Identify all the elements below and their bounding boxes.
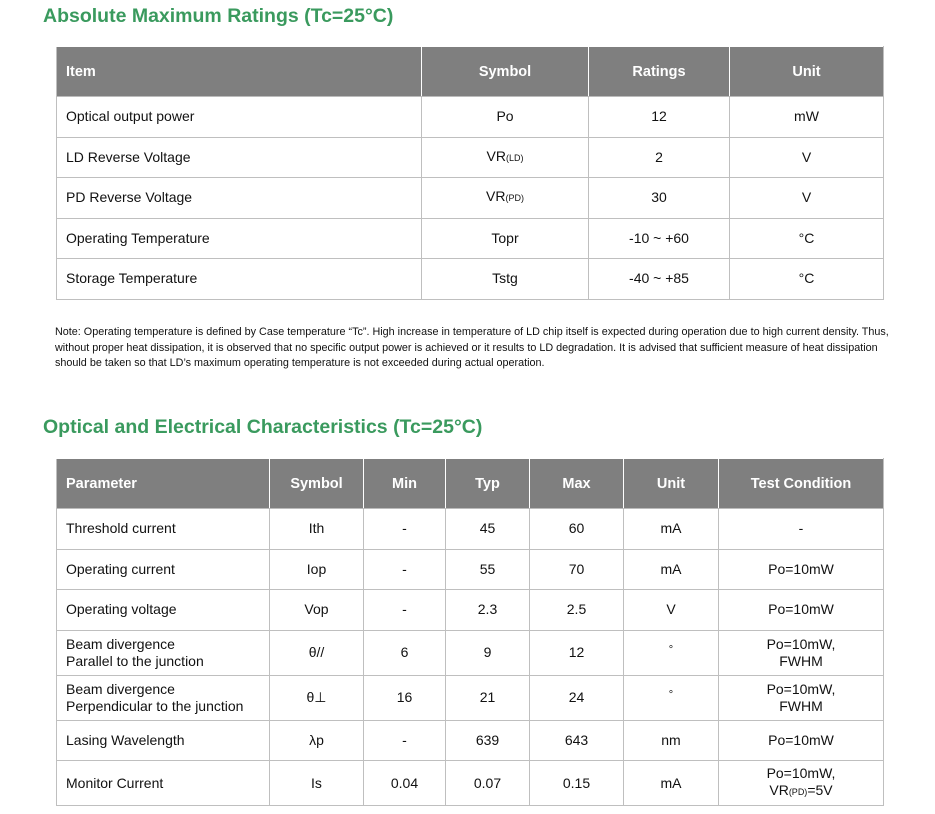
cell-unit: mW [730,97,884,138]
cell-test-condition [719,675,884,720]
cell-rating: -10 ~ +60 [589,218,730,259]
cell-symbol: Iop [270,549,364,590]
table-row [57,761,884,806]
parameter-line-1: Lasing Wavelength [66,731,185,748]
table-row [57,178,884,219]
unit-text: ° [668,689,674,701]
cell-symbol: Vop [270,590,364,631]
cell-symbol: θ// [270,630,364,675]
table-row [57,137,884,178]
cell-rating: 30 [589,178,730,219]
table-row [57,549,884,590]
cell-parameter [57,761,270,806]
cell-max: 60 [530,509,624,550]
condition-line-1: Po=10mW, [766,635,836,652]
cell-typ: 55 [446,549,530,590]
symbol-text: Topr [491,229,519,246]
header-unit: Unit [730,47,884,97]
cell-parameter [57,509,270,550]
cell-test-condition [719,509,884,550]
cell-min: - [364,590,446,631]
cell-max: 70 [530,549,624,590]
symbol-text: Tstg [492,270,518,287]
cell-unit: V [730,178,884,219]
note-text: Note: Operating temperature is defined by Case temperature “Tc”. High increase in temperature of LD chip itself is expected during operation due to high current density. Thus, without proper heat dissipation, it is observed that no specific output power is achieved or it results to LD degradation. It is advised that sufficient measure of heat dissipation should be taken so that LD’s maximum operating temperature is not exceeded during actual operation. [55,326,889,369]
condition-line-2: VR [769,782,789,798]
cell-typ: 2.3 [446,590,530,631]
cell-max: 643 [530,720,624,761]
cell-item: Optical output power [57,97,422,138]
condition-line-1: Po=10mW [768,601,834,618]
parameter-line-2: Parallel to the junction [66,652,204,669]
cell-unit: V [730,137,884,178]
table-row [57,218,884,259]
condition-line-2: FWHM [779,652,823,669]
cell-unit [624,509,719,550]
cell-test-condition [719,720,884,761]
absolute-max-ratings-table [56,46,884,300]
cell-min: - [364,549,446,590]
cell-min: 6 [364,630,446,675]
cell-unit [624,630,719,675]
header-test-condition: Test Condition [719,459,884,509]
unit-text: ° [668,644,674,656]
unit-text: mA [660,774,682,791]
condition-line-1: Po=10mW, [766,765,836,781]
table-row [57,97,884,138]
cell-max: 24 [530,675,624,720]
header-symbol: Symbol [422,47,589,97]
header-parameter: Parameter [57,459,270,509]
cell-typ: 21 [446,675,530,720]
symbol-text: VR [486,147,506,164]
header-ratings: Ratings [589,47,730,97]
cell-unit: °C [730,218,884,259]
symbol-subscript: (PD) [505,193,524,204]
cell-parameter [57,720,270,761]
table-header-row [57,459,884,509]
symbol-text: Po [496,108,514,125]
header-max: Max [530,459,624,509]
condition-subscript: (PD) [788,787,808,797]
cell-symbol: λp [270,720,364,761]
table-row [57,509,884,550]
parameter-line-1: Operating current [66,560,175,577]
parameter-line-1: Operating voltage [66,601,177,618]
unit-text: V [666,601,676,618]
table-row [57,675,884,720]
parameter-line-1: Monitor Current [66,774,164,791]
header-typ: Typ [446,459,530,509]
cell-item: PD Reverse Voltage [57,178,422,219]
condition-line-1: Po=10mW, [766,680,836,697]
condition-line-1: - [798,520,804,537]
cell-item: LD Reverse Voltage [57,137,422,178]
table-row [57,590,884,631]
condition-line-1: Po=10mW [768,560,834,577]
cell-unit [624,720,719,761]
cell-test-condition [719,590,884,631]
section-title-characteristics: Optical and Electrical Characteristics (Tc=25°C) [43,416,483,438]
cell-test-condition [719,630,884,675]
parameter-line-2: Perpendicular to the junction [66,697,244,714]
cell-symbol [422,218,589,259]
table-header-row [57,47,884,97]
table-row [57,630,884,675]
unit-text: mA [660,520,682,537]
symbol-text: VR [486,188,506,205]
cell-min: - [364,720,446,761]
cell-max: 12 [530,630,624,675]
cell-min: - [364,509,446,550]
cell-typ: 0.07 [446,761,530,806]
cell-typ: 9 [446,630,530,675]
parameter-line-1: Beam divergence [66,680,175,697]
characteristics-table [56,458,884,806]
table-row [57,259,884,300]
cell-rating: 2 [589,137,730,178]
cell-min: 16 [364,675,446,720]
condition-line-2: FWHM [779,697,823,714]
condition-line-1: Po=10mW [768,731,834,748]
cell-rating: 12 [589,97,730,138]
parameter-line-1: Beam divergence [66,635,175,652]
cell-symbol [422,259,589,300]
cell-unit [624,549,719,590]
symbol-subscript: (LD) [505,152,524,163]
unit-text: nm [661,731,681,748]
cell-parameter [57,590,270,631]
cell-parameter [57,675,270,720]
cell-unit [624,761,719,806]
cell-symbol [422,137,589,178]
section-title-absolute-max: Absolute Maximum Ratings (Tc=25°C) [43,5,394,27]
cell-parameter [57,549,270,590]
cell-parameter [57,630,270,675]
cell-unit: °C [730,259,884,300]
cell-test-condition [719,761,884,806]
cell-typ: 639 [446,720,530,761]
header-symbol: Symbol [270,459,364,509]
cell-max: 2.5 [530,590,624,631]
table-row [57,720,884,761]
parameter-line-1: Threshold current [66,520,176,537]
cell-item: Storage Temperature [57,259,422,300]
cell-symbol: θ⊥ [270,675,364,720]
cell-symbol [422,178,589,219]
cell-unit [624,590,719,631]
unit-text: mA [660,560,682,577]
cell-unit [624,675,719,720]
header-item: Item [57,47,422,97]
header-min: Min [364,459,446,509]
cell-symbol [422,97,589,138]
cell-min: 0.04 [364,761,446,806]
cell-symbol: Is [270,761,364,806]
header-unit: Unit [624,459,719,509]
cell-rating: -40 ~ +85 [589,259,730,300]
cell-typ: 45 [446,509,530,550]
cell-item: Operating Temperature [57,218,422,259]
cell-symbol: Ith [270,509,364,550]
cell-max: 0.15 [530,761,624,806]
condition-tail: =5V [807,782,833,798]
cell-test-condition [719,549,884,590]
